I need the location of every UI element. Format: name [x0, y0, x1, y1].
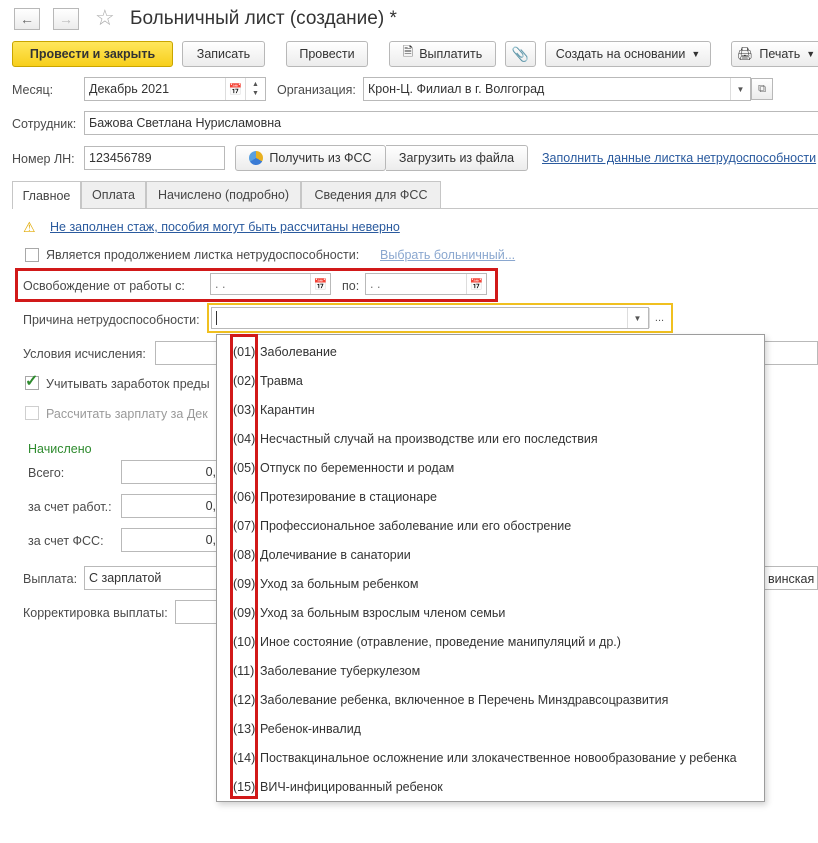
reason-option-code: (14) [233, 750, 256, 765]
reason-option[interactable] [233, 482, 437, 511]
reason-dropdown-button[interactable] [627, 308, 647, 328]
calendar-icon: 📅 [313, 278, 328, 291]
reason-option-code: (09) [233, 605, 256, 620]
chevron-down-icon: ▼ [806, 49, 816, 59]
accrued-title: Начислено [28, 442, 92, 456]
reason-option[interactable] [233, 569, 418, 598]
reason-dropdown-list [216, 334, 765, 802]
create-based-button[interactable]: Создать на основании ▼ [545, 41, 711, 67]
ln-number-label: Номер ЛН: [12, 152, 75, 166]
stepper-up-icon: ▲ [252, 81, 259, 88]
calendar-button[interactable] [225, 78, 245, 100]
reason-option-text: Заболевание [260, 344, 337, 359]
reason-option-text: Протезирование в стационаре [260, 489, 438, 504]
reason-option-text: Отпуск по беременности и родам [260, 460, 455, 475]
text-cursor [216, 311, 217, 325]
star-icon[interactable]: ☆ [95, 5, 115, 30]
employer-field: 0, [121, 494, 221, 518]
reason-option[interactable] [233, 540, 411, 569]
release-from-label: Освобождение от работы с: [23, 279, 185, 293]
reason-option-text: ВИЧ-инфицированный ребенок [260, 779, 443, 794]
reason-option-code: (08) [233, 547, 256, 562]
reason-select-button[interactable] [649, 308, 669, 328]
printer-icon: 🖨 [736, 46, 754, 61]
reason-codes-highlight [230, 334, 258, 799]
post-button[interactable]: Провести [286, 41, 368, 67]
open-link-icon: ⧉ [758, 82, 766, 95]
chevron-down-icon: ▼ [736, 84, 745, 94]
reason-option-code: (10) [233, 634, 256, 649]
reason-option-text: Поствакцинальное осложнение или злокачественное новообразование у ребенка [260, 750, 737, 765]
reason-option-text: Травма [260, 373, 303, 388]
release-to-field[interactable]: . . [365, 273, 487, 295]
continuation-checkbox[interactable] [25, 248, 39, 262]
calc-salary-checkbox[interactable] [25, 406, 39, 420]
tab-fss-info[interactable]: Сведения для ФСС [301, 181, 441, 208]
reason-option[interactable] [233, 685, 668, 714]
tab-accrued-detailed[interactable]: Начислено (подробно) [146, 181, 301, 208]
fss-field: 0, [121, 528, 221, 552]
chevron-down-icon: ▼ [691, 49, 701, 59]
fss-icon [249, 151, 263, 165]
calc-salary-label: Рассчитать зарплату за Дек [46, 407, 208, 421]
reason-option-code: (11) [233, 663, 255, 678]
employee-label: Сотрудник: [12, 117, 77, 131]
post-and-close-button[interactable]: Провести и закрыть [12, 41, 173, 67]
total-label: Всего: [28, 466, 65, 480]
reason-option-code: (05) [233, 460, 256, 475]
warning-icon: ⚠ [23, 219, 36, 235]
reason-label: Причина нетрудоспособности: [23, 313, 200, 327]
reason-option-code: (01) [233, 344, 256, 359]
chevron-down-icon: ▼ [633, 313, 642, 323]
get-from-fss-button[interactable]: Получить из ФСС [235, 145, 386, 171]
reason-option-text: Заболевание туберкулезом [260, 663, 421, 678]
release-to-calendar-button[interactable] [466, 274, 486, 294]
consider-earnings-label: Учитывать заработок преды [46, 377, 210, 391]
conditions-label: Условия исчисления: [23, 347, 146, 361]
reason-option-text: Иное состояние (отравление, проведение манипуляций и др.) [260, 634, 621, 649]
paperclip-icon: 📎 [511, 45, 530, 62]
stepper-down-icon: ▼ [252, 90, 259, 97]
continuation-label: Является продолжением листка нетрудоспособности: [46, 248, 360, 262]
release-from-field[interactable]: . . [210, 273, 331, 295]
reason-option-text: Несчастный случай на производстве или его последствия [260, 431, 598, 446]
correction-label: Корректировка выплаты: [23, 606, 168, 620]
reason-option[interactable] [233, 627, 621, 656]
release-to-label: по: [342, 279, 360, 293]
reason-option-text: Заболевание ребенка, включенное в Перечень Минздравсоцразвития [260, 692, 669, 707]
reason-option[interactable] [233, 511, 571, 540]
arrow-left-icon: ← [20, 11, 34, 27]
reason-option-code: (02) [233, 373, 256, 388]
reason-option-text: Профессиональное заболевание или его обострение [260, 518, 572, 533]
choose-sick-leave-link[interactable]: Выбрать больничный... [380, 248, 516, 262]
reason-option[interactable] [233, 772, 443, 801]
reason-option-code: (13) [233, 721, 256, 736]
employer-label: за счет работ.: [28, 500, 112, 514]
month-stepper[interactable] [245, 78, 265, 100]
reason-option-code: (09) [233, 576, 256, 591]
payment-field[interactable]: С зарплатой [84, 566, 818, 590]
reason-option-code: (12) [233, 692, 256, 707]
payment-label: Выплата: [23, 572, 78, 586]
save-button[interactable]: Записать [182, 41, 265, 67]
tab-main[interactable]: Главное [12, 181, 81, 209]
reason-option[interactable] [233, 598, 505, 627]
reason-option-text: Уход за больным ребенком [260, 576, 419, 591]
reason-option[interactable] [233, 656, 420, 685]
fill-sick-leave-link[interactable]: Заполнить данные листка нетрудоспособности [542, 151, 817, 165]
forward-button[interactable] [53, 8, 79, 30]
total-field: 0, [121, 460, 221, 484]
reason-field[interactable] [211, 307, 649, 329]
reason-option-text: Долечивание в санатории [260, 547, 411, 562]
calendar-icon: 📅 [469, 278, 484, 291]
reason-option-code: (03) [233, 402, 256, 417]
attach-button[interactable] [505, 41, 536, 67]
payment-right-text: винская [768, 572, 815, 586]
print-button[interactable]: 🖨 Печать ▼ [731, 41, 818, 67]
fss-label: за счет ФСС: [28, 534, 104, 548]
month-field[interactable]: Декабрь 2021 [84, 77, 266, 101]
reason-option-code: (04) [233, 431, 256, 446]
pay-button[interactable]: 🗎 Выплатить [389, 41, 496, 67]
tab-underline [81, 208, 818, 209]
document-icon: 🗎 [402, 44, 414, 59]
ln-number-field[interactable]: 123456789 [84, 146, 225, 170]
warning-experience-link[interactable]: Не заполнен стаж, пособия могут быть рассчитаны неверно [50, 220, 400, 234]
organization-label: Организация: [277, 83, 356, 97]
reason-option[interactable] [233, 743, 737, 772]
release-from-calendar-button[interactable] [310, 274, 330, 294]
employee-field[interactable]: Бажова Светлана Нурисламовна [84, 111, 818, 135]
tab-payment[interactable]: Оплата [81, 181, 146, 208]
reason-option[interactable] [233, 424, 598, 453]
calendar-icon: 📅 [228, 83, 243, 96]
reason-option-code: (15) [233, 779, 256, 794]
reason-option-text: Уход за больным взрослым членом семьи [260, 605, 506, 620]
reason-option-code: (07) [233, 518, 256, 533]
reason-option[interactable] [233, 453, 454, 482]
arrow-right-icon: → [59, 11, 73, 27]
reason-option-text: Карантин [260, 402, 315, 417]
checkmark-icon: ✓ [25, 373, 39, 390]
ellipsis-icon: ... [654, 312, 665, 324]
back-button[interactable] [14, 8, 40, 30]
window-title: Больничный лист (создание) * [130, 8, 397, 29]
load-from-file-button[interactable]: Загрузить из файла [386, 145, 528, 171]
month-label: Месяц: [12, 83, 54, 97]
reason-option-text: Ребенок-инвалид [260, 721, 361, 736]
organization-open-button[interactable] [751, 78, 773, 100]
reason-option-code: (06) [233, 489, 256, 504]
organization-dropdown-button[interactable] [730, 78, 750, 100]
organization-field[interactable]: Крон-Ц. Филиал в г. Волгоград [363, 77, 751, 101]
